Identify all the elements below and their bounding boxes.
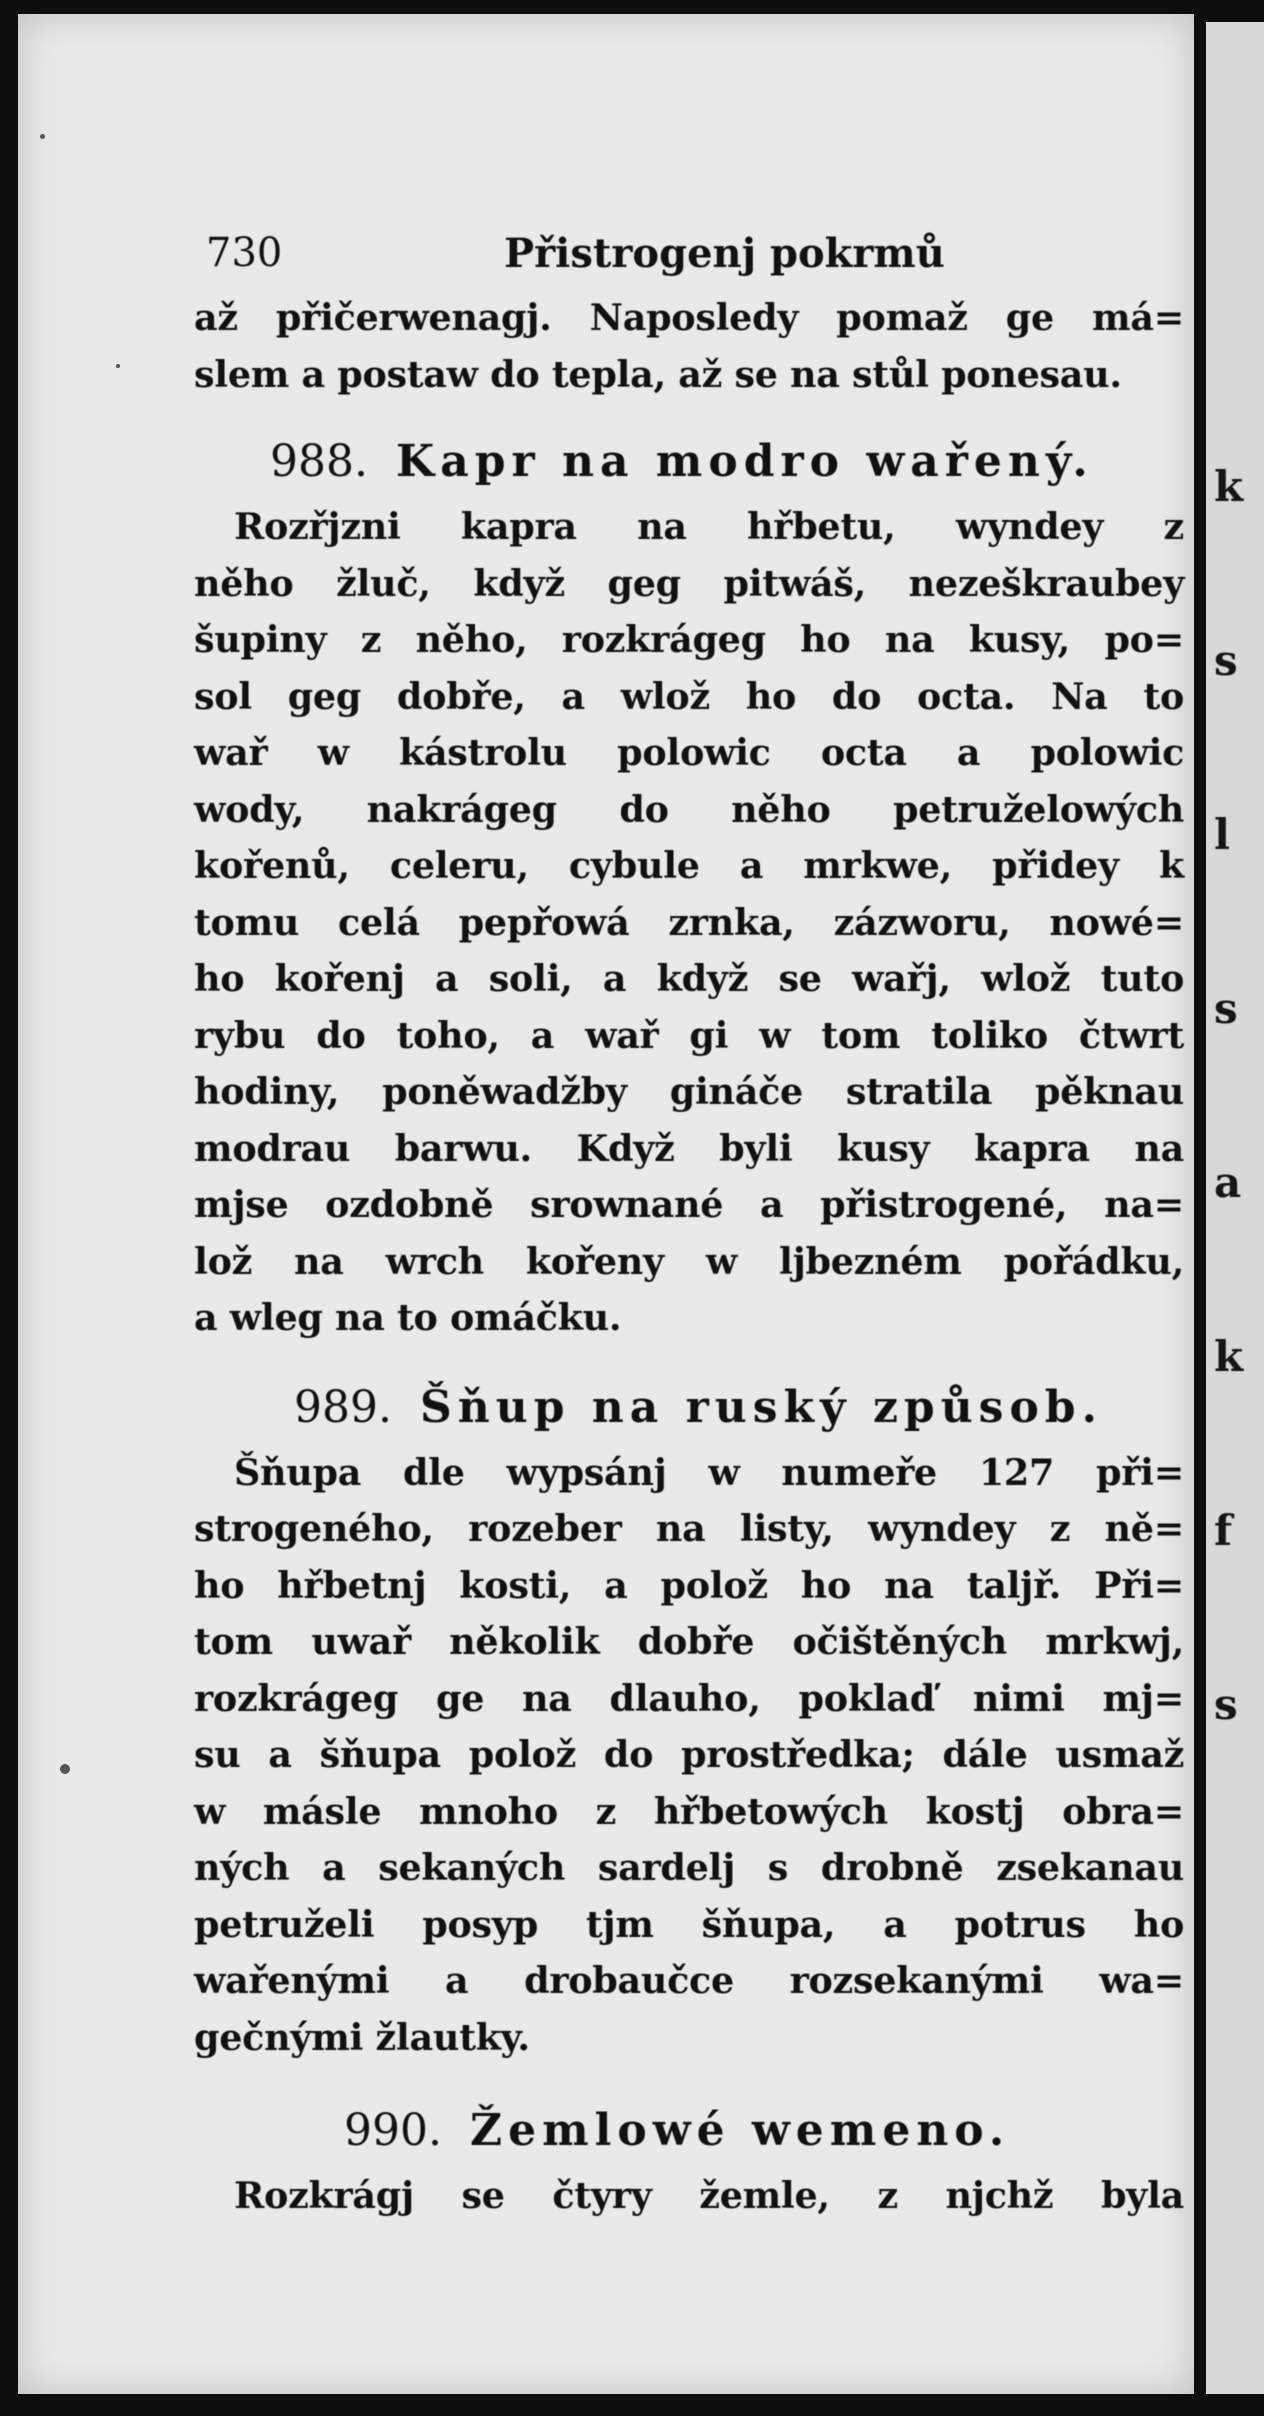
text-line: ho hřbetnj kosti, a polož ho na talјř. Při= (194, 1563, 1184, 1607)
text-line: tom uwař několik dobře očištěných mrkwj, (194, 1620, 1184, 1663)
ink-speck (116, 364, 120, 368)
text-line: sol geg dobře, a wlož ho do octa. Na to (194, 674, 1184, 718)
text-line: rybu do toho, a wař gi w tom toliko čtwrt (194, 1013, 1184, 1057)
text-line: až přičerwenagj. Naposledy pomaž ge má= (194, 296, 1184, 339)
page-text (194, 224, 1184, 2225)
ink-speck (60, 1764, 70, 1774)
text-line: něho žluč, když geg pitwáš, nezeškraubey (194, 561, 1184, 605)
text-line: rozkrágeg ge na dlauho, poklaď nimi mj= (194, 1676, 1184, 1720)
text-line: mjse ozdobně srownané a přistrogené, na= (194, 1183, 1184, 1226)
text-line: kořenů, celeru, cybule a mrkwe, přidey k (194, 844, 1184, 887)
text-line: wařenými a drobaučce rozsekanými wa= (194, 1959, 1184, 2002)
running-title: Přistrogenj pokrmů (504, 230, 945, 277)
text-line: hodiny, poněwadžby gináče stratila pěknau (194, 1070, 1184, 1113)
adjacent-page-edge (1206, 22, 1264, 2394)
text-line: su a šňupa polož do prostředka; dále usmaž (194, 1733, 1184, 1776)
page-number: 730 (206, 230, 283, 276)
text-line: ných a sekaných sardelj s drobně zsekanau (194, 1846, 1184, 1889)
text-line: Rozkrágj se čtyry žemle, z njchž byla (234, 2174, 1184, 2217)
recipe-title: Kapr na modro wařený. (395, 436, 1094, 487)
adjacent-page-fragments: k s l s a k f s (1214, 462, 1244, 1729)
text-line: wař w kástrolu polowic octa a polowic (194, 731, 1184, 774)
text-line: strogeného, rozeber na listy, wyndey z ně= (194, 1507, 1184, 1550)
recipe-heading-990 (194, 2094, 1184, 2168)
recipe-body-989 (194, 1445, 1184, 2067)
text-line: gečnými žlautky. (194, 2015, 530, 2059)
text-line: Šňupa dle wypsánj w numeře 127 při= (234, 1450, 1184, 1494)
text-line: ho kořenj a soli, a když se wařj, wlož tuto (194, 957, 1184, 1000)
intro-paragraph (194, 290, 1184, 403)
text-line: tomu celá pepřowá zrnka, zázworu, nowé= (194, 900, 1184, 944)
recipe-heading-989 (194, 1371, 1184, 1445)
ink-speck (40, 134, 45, 139)
text-line: šupiny z něho, rozkrágeg ho na kusy, po= (194, 618, 1184, 661)
text-line: modrau barwu. Když byli kusy kapra na (194, 1126, 1184, 1170)
book-page (18, 14, 1194, 2394)
recipe-number: 989. (294, 1381, 392, 1433)
text-line: w másle mnoho z hřbetowých kostj obra= (194, 1789, 1184, 1833)
text-line: a wleg na to omáčku. (194, 1296, 622, 1339)
recipe-title: Žemlowé wemeno. (469, 2105, 1011, 2156)
recipe-heading-988 (194, 425, 1184, 499)
recipe-title: Šňup na ruský způsob. (419, 1381, 1103, 1433)
text-line: lož na wrch kořeny w ljbezném pořádku, (194, 1239, 1184, 1283)
text-line: petruželi posyp tjm šňupa, a potrus ho (194, 1902, 1184, 1946)
recipe-body-988 (194, 499, 1184, 1347)
text-line: Rozřjzni kapra na hřbetu, wyndey z (234, 505, 1184, 548)
recipe-body-990 (194, 2168, 1184, 2225)
recipe-number: 988. (270, 436, 368, 487)
recipe-number: 990. (344, 2105, 442, 2156)
text-line: slem a postaw do tepla, až se na stůl ponesau. (194, 352, 1122, 396)
running-header (194, 224, 1184, 290)
text-line: wody, nakrágeg do něho petruželowých (194, 787, 1184, 831)
